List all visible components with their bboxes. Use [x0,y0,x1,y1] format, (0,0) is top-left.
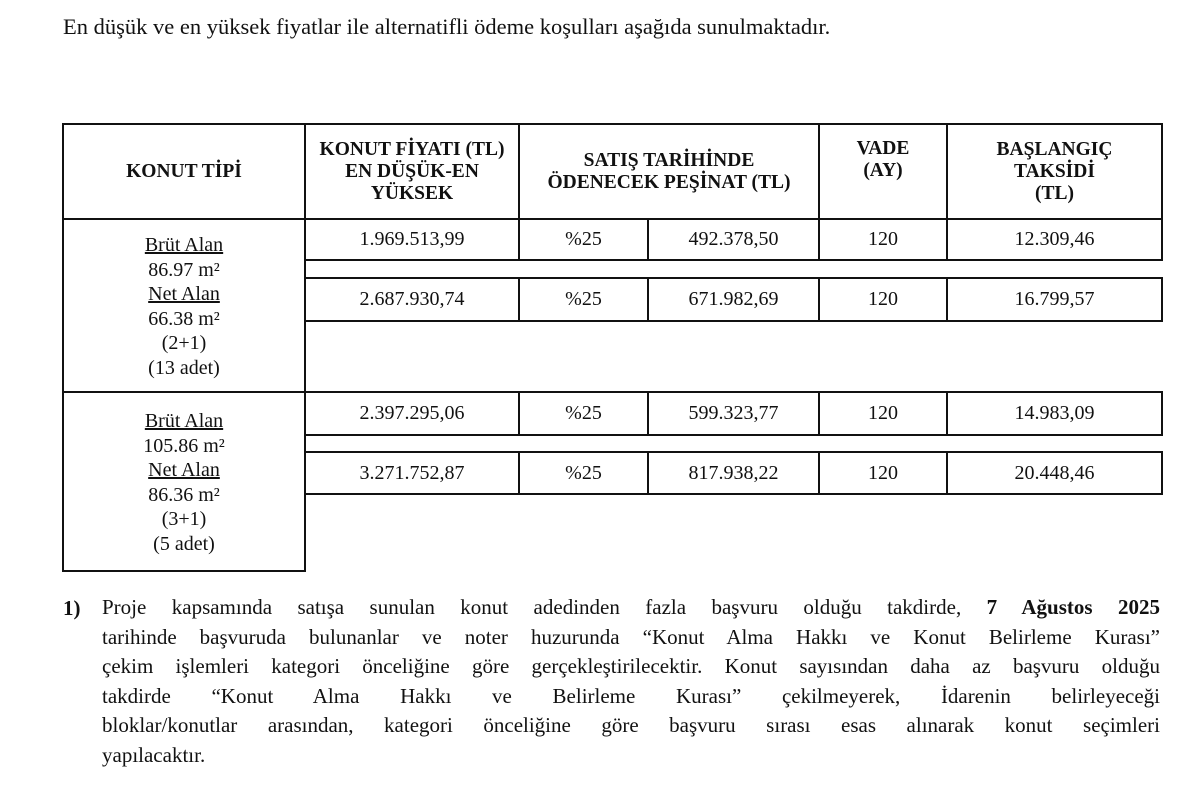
note-paragraph [102,593,1160,770]
oran-cell: %25 [565,228,602,250]
vade-cell: 120 [868,288,898,310]
note-line-4: takdirde “Konut Alma Hakkı ve Belirleme Kurası” çekilmeyerek, İdarenin belirleyeceği [102,683,1160,708]
net-alan-value: 86.36 m² [148,483,220,506]
header-pesinat: SATIŞ TARİHİNDE ÖDENECEK PEŞİNAT (TL) [547,149,791,193]
oran-cell: %25 [565,461,602,484]
header-konut-fiyati: KONUT FİYATI (TL) EN DÜŞÜK-EN YÜKSEK [319,138,505,204]
pesinat-cell: 492.378,50 [688,228,779,250]
taksit-cell: 16.799,57 [1014,288,1095,310]
note-line-1: Proje kapsamında satışa sunulan konut adedinden fazla başvuru olduğu takdirde, 7 Ağustos 2025 [102,595,1160,619]
note-date: 7 Ağustos 2025 [986,595,1160,619]
taksit-cell: 14.983,09 [1014,402,1095,424]
vade-cell: 120 [868,402,898,424]
brut-alan-label: Brüt Alan [144,410,224,432]
oran-cell: %25 [565,402,602,424]
fiyat-cell: 3.271.752,87 [359,461,465,484]
header-baslangic-taksidi: BAŞLANGIÇ TAKSİDİ (TL) [996,138,1113,204]
brut-alan-value: 105.86 m² [143,434,225,457]
konut-tipi-info-1 [64,233,304,380]
net-alan-label: Net Alan [148,283,220,305]
oda-sayisi: (3+1) [161,508,207,530]
oda-sayisi: (2+1) [161,332,207,354]
note-line-5: bloklar/konutlar arasından, kategori önceliğine göre başvuru sırası esas alınarak konut seçimleri [102,713,1160,737]
oran-cell: %25 [565,288,602,310]
konut-tipi-info-2 [64,409,304,556]
brut-alan-label: Brüt Alan [144,234,224,256]
taksit-cell: 20.448,46 [1014,461,1095,484]
fiyat-cell: 2.687.930,74 [359,288,465,310]
vade-cell: 120 [868,461,898,484]
pesinat-cell: 599.323,77 [688,402,779,424]
net-alan-value: 66.38 m² [148,307,220,330]
adet-sayisi: (13 adet) [148,356,220,379]
pesinat-cell: 817.938,22 [688,461,779,484]
taksit-cell: 12.309,46 [1014,228,1095,250]
net-alan-label: Net Alan [148,459,220,481]
note-line-6: yapılacaktır. [102,742,206,767]
intro-text: En düşük ve en yüksek fiyatlar ile alternatifli ödeme koşulları aşağıda sunulmaktadır. [63,14,831,39]
note-number: 1) [63,596,81,620]
fiyat-cell: 2.397.295,06 [359,402,465,424]
adet-sayisi: (5 adet) [153,532,215,555]
pesinat-cell: 671.982,69 [688,288,779,310]
header-vade: VADE (AY) [856,138,910,181]
note-line-2: tarihinde başvuruda bulunanlar ve noter huzurunda “Konut Alma Hakkı ve Konut Belirleme Kurası” [102,624,1160,649]
header-konut-tipi: KONUT TİPİ [126,160,242,182]
vade-cell: 120 [868,228,898,250]
brut-alan-value: 86.97 m² [148,258,220,281]
note-line-3: çekim işlemleri kategori önceliğine göre gerçekleştirilecektir. Konut sayısından daha az başvuru olduğu [102,654,1160,678]
fiyat-cell: 1.969.513,99 [359,228,465,250]
